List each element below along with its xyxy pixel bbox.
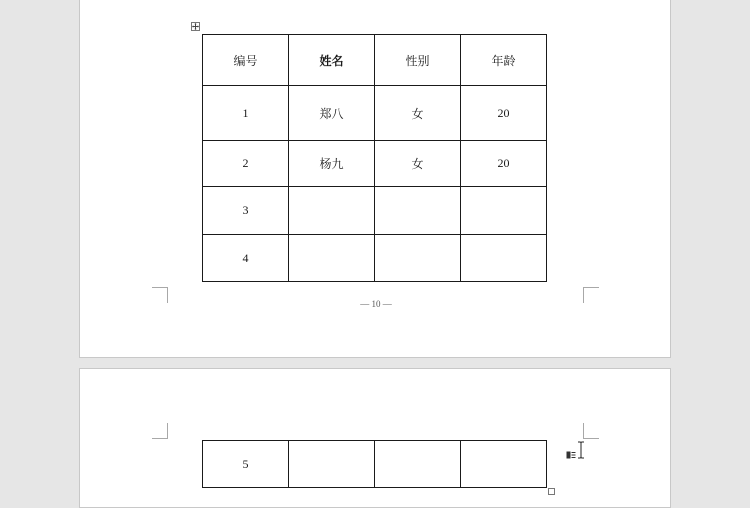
table-row: [203, 141, 547, 187]
table-row: [203, 441, 547, 488]
table-row: [203, 187, 547, 235]
ibeam-cursor-icon: [577, 441, 585, 459]
table-cell[interactable]: [461, 441, 547, 488]
table-cell[interactable]: 4: [203, 235, 289, 282]
table-cell[interactable]: 3: [203, 187, 289, 235]
table-cell[interactable]: [461, 187, 547, 235]
table-cell[interactable]: [289, 235, 375, 282]
margin-corner-mark: [152, 423, 168, 439]
student-table[interactable]: [202, 34, 547, 282]
table-cell[interactable]: [375, 187, 461, 235]
header-cell-age[interactable]: 年龄: [461, 35, 547, 86]
paragraph-mark-icon: [566, 444, 576, 452]
header-cell-name[interactable]: 姓名: [289, 35, 375, 86]
table-cell[interactable]: 女: [375, 141, 461, 187]
header-cell-gender[interactable]: 性别: [375, 35, 461, 86]
student-table-continued[interactable]: [202, 440, 547, 488]
table-cell[interactable]: 1: [203, 86, 289, 141]
table-cell[interactable]: 郑八: [289, 86, 375, 141]
table-row: [203, 235, 547, 282]
table-cell[interactable]: [375, 441, 461, 488]
table-cell[interactable]: [289, 187, 375, 235]
table-cell[interactable]: 2: [203, 141, 289, 187]
table-header-row: [203, 35, 547, 86]
table-cell[interactable]: 5: [203, 441, 289, 488]
table-move-handle-icon[interactable]: [191, 22, 200, 31]
table-cell[interactable]: [375, 235, 461, 282]
document-page-11[interactable]: [79, 368, 671, 508]
document-page-10[interactable]: [79, 0, 671, 358]
page-number-footer: — 10 —: [360, 299, 392, 309]
table-cell[interactable]: 女: [375, 86, 461, 141]
table-resize-handle-icon[interactable]: [548, 488, 555, 495]
table-cell[interactable]: 杨九: [289, 141, 375, 187]
table-cell[interactable]: [461, 235, 547, 282]
header-cell-id[interactable]: 编号: [203, 35, 289, 86]
margin-corner-mark: [583, 423, 599, 439]
table-cell[interactable]: [289, 441, 375, 488]
table-cell[interactable]: 20: [461, 86, 547, 141]
table-cell[interactable]: 20: [461, 141, 547, 187]
table-row: [203, 86, 547, 141]
